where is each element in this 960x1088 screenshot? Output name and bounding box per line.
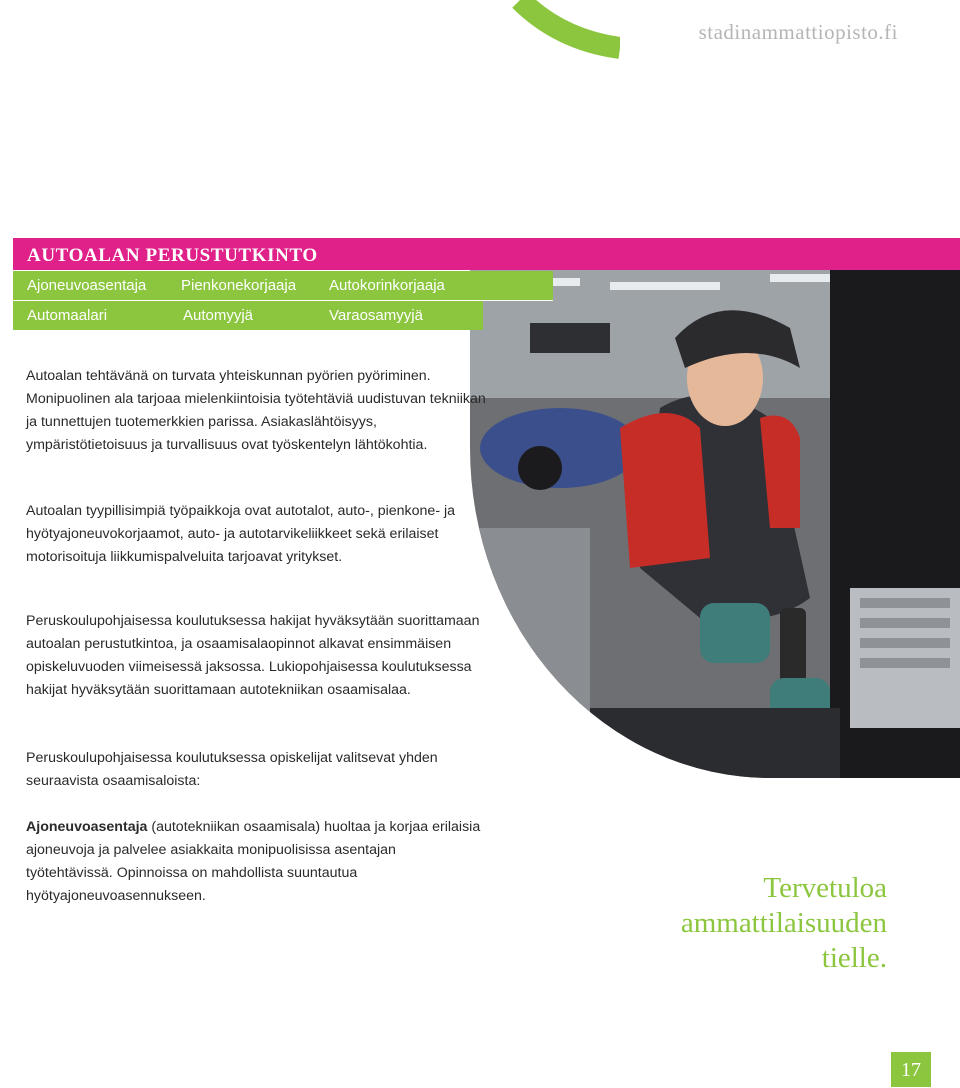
programme-automaalari: Automaalari xyxy=(27,307,108,324)
programme-pienkonekorjaaja: Pienkonekorjaaja xyxy=(181,277,297,294)
programme-row-1 xyxy=(13,271,553,300)
slogan xyxy=(681,871,887,976)
intro-paragraph: Autoalan tehtävänä on turvata yhteiskunnan pyörien pyöriminen. Monipuolinen ala tarjoaa mielenkiintoisia työtehtäviä uudistuvan tekniikan ja tunnettujen tuotemerkkien parissa. Asiakaslähtöisyys, ympäristötietoisuus ja turvallisuus ovat työskentelyn lähtökohtia. xyxy=(26,368,486,453)
vehicle-mechanic-description: (autotekniikan osaamisala) huoltaa ja korjaa erilaisia ajoneuvoja ja palvelee asiakkaita monipuolisissa asentajan työtehtävissä. Opinnoissa on mahdollista suuntautua hyötyajoneuvoasennukseen. xyxy=(26,819,481,904)
site-url[interactable]: stadinammattiopisto.fi xyxy=(698,20,898,44)
programme-autokorinkorjaaja: Autokorinkorjaaja xyxy=(329,277,445,294)
slogan-line-2: ammattilaisuuden xyxy=(680,907,887,939)
slogan-line-3: tielle. xyxy=(821,942,887,974)
programme-ajoneuvoasentaja: Ajoneuvoasentaja xyxy=(27,277,147,294)
specialization-intro-paragraph: Peruskoulupohjaisessa koulutuksessa opiskelijat valitsevat yhden seuraavista osaamisaloista: xyxy=(26,750,438,789)
programme-automyyja: Automyyjä xyxy=(183,307,254,324)
vehicle-mechanic-term: Ajoneuvoasentaja xyxy=(26,819,148,835)
programme-row-2 xyxy=(13,301,483,330)
workplaces-paragraph: Autoalan tyypillisimpiä työpaikkoja ovat autotalot, auto-, pienkone- ja hyötyajoneuvokorjaamot, auto- ja autotarvikeliikkeet sekä erilaiset motorisoituja liikkumispalveluita tarjoavat yritykset. xyxy=(26,503,456,565)
section-title-bar xyxy=(13,238,960,270)
page-number: 17 xyxy=(891,1052,931,1087)
decorative-arc xyxy=(0,0,620,60)
programme-varaosamyyja: Varaosamyyjä xyxy=(329,307,423,324)
admission-paragraph: Peruskoulupohjaisessa koulutuksessa hakijat hyväksytään suorittamaan autoalan perustutkintoa, ja osaamisalaopinnot alkavat ensimmäisen opiskeluvuoden viimeisessä jaksossa. Lukiopohjaisessa koulutuksessa hakijat hyväksytään suorittamaan autotekniikan osaamisalaa. xyxy=(26,613,480,698)
section-title: AUTOALAN PERUSTUTKINTO xyxy=(27,245,318,266)
vehicle-mechanic-paragraph xyxy=(26,816,486,908)
mechanic-photo xyxy=(470,268,960,778)
slogan-line-1: Tervetuloa xyxy=(763,872,887,904)
